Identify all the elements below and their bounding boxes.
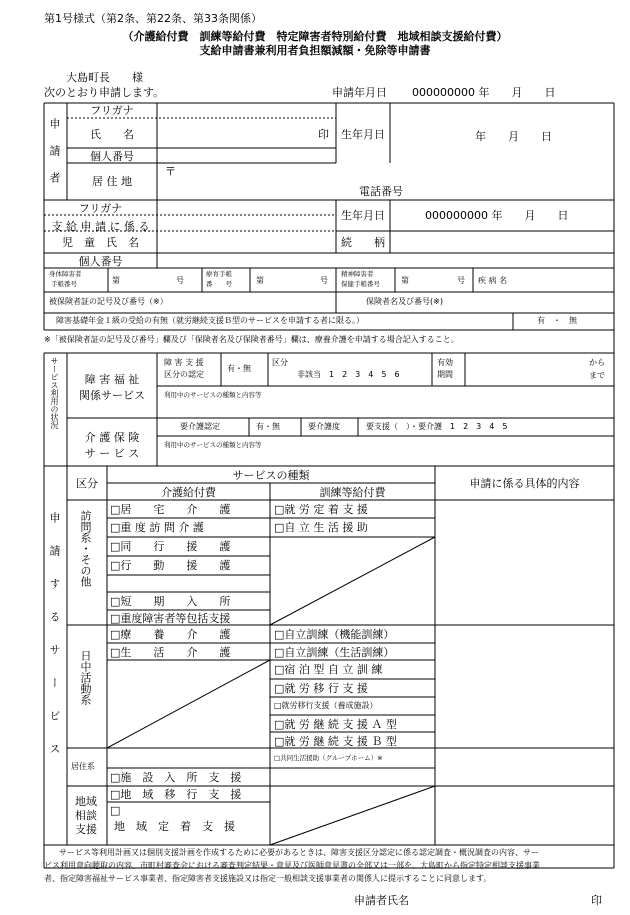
insurance-note: ※「被保険者証の記号及び番号」欄及び「保険者名及び保険者番号」欄は、療養介護を申請する場合記入すること。 bbox=[44, 335, 459, 344]
service-facility-admission[interactable]: □施 設 入 所 支 援 bbox=[110, 771, 242, 784]
service-independent-living[interactable]: □自 立 生 活 援 助 bbox=[274, 521, 368, 534]
signer-label: 申請者氏名 bbox=[354, 894, 409, 907]
service-severe-visit-care[interactable]: □重 度 訪 問 介 護 bbox=[110, 521, 204, 534]
services-side-label: 申請するサービス bbox=[48, 512, 61, 776]
signer-seal-mark: 印 bbox=[591, 894, 602, 907]
support-level-yes-no[interactable]: 有・無 bbox=[227, 364, 251, 373]
service-employment-transition[interactable]: □就 労 移 行 支 援 bbox=[274, 682, 368, 695]
rehab-handbook-label-2: 番 号 bbox=[206, 280, 232, 288]
physical-handbook-value[interactable]: 第 号 bbox=[112, 276, 184, 285]
applicant-birthdate-value[interactable]: 年 月 日 bbox=[475, 130, 552, 143]
child-name-label-2: 児 童 氏 名 bbox=[62, 236, 139, 249]
service-comprehensive-support[interactable]: □重度障害者等包括支援 bbox=[110, 612, 231, 625]
child-personal-number-label: 個人番号 bbox=[78, 255, 123, 268]
apply-date-value[interactable]: 000000000 年 月 日 bbox=[412, 86, 556, 99]
applicant-phone-label: 電話番号 bbox=[359, 185, 403, 198]
rehab-handbook-label-1: 療育手帳 bbox=[206, 270, 232, 278]
care-benefit-header: 介護給付費 bbox=[161, 486, 216, 499]
support-level-label-1: 障 害 支 援 bbox=[164, 358, 204, 367]
service-life-training[interactable]: □自立訓練（生活訓練） bbox=[274, 646, 395, 659]
addressee: 大島町長 様 bbox=[66, 71, 143, 84]
postal-mark: 〒 bbox=[165, 165, 176, 178]
group-day-label: 日中活動系 bbox=[79, 650, 92, 705]
care-level-label: 要介護度 bbox=[308, 422, 340, 431]
physical-handbook-label-2: 手帳番号 bbox=[51, 280, 77, 288]
group-residence-label: 居住系 bbox=[71, 762, 95, 771]
service-group-home[interactable]: □共同生活援助（グループホーム）※ bbox=[274, 754, 383, 762]
welfare-label-2: 関係サービス bbox=[79, 389, 145, 402]
applicant-furigana-label: フリガナ bbox=[90, 104, 134, 117]
care-insurance-label-2: サ ー ビ ス bbox=[84, 447, 140, 460]
child-name-label-1: 支 給 申 請 に 係 る bbox=[51, 220, 150, 233]
category-label: 区分 bbox=[272, 358, 288, 367]
service-regional-transition[interactable]: □地 域 移 行 支 援 bbox=[110, 788, 242, 801]
care-level-value[interactable]: 要支援（ ）・要介護 1 2 3 4 5 bbox=[366, 422, 508, 431]
pension-value[interactable]: 有 ・ 無 bbox=[537, 316, 577, 325]
disease-label: 疾 病 名 bbox=[478, 276, 508, 285]
insured-number-label: 被保険者証の記号及び番号（※） bbox=[49, 297, 168, 306]
child-furigana-label: フリガナ bbox=[78, 202, 123, 215]
service-regional-settlement-checkbox[interactable]: □ bbox=[110, 804, 121, 817]
welfare-label-1: 障 害 福 祉 bbox=[84, 373, 140, 386]
service-short-stay[interactable]: □短 期 入 所 bbox=[110, 595, 231, 608]
service-home-care[interactable]: □居 宅 介 護 bbox=[110, 503, 231, 516]
intro-text: 次のとおり申請します。 bbox=[44, 86, 165, 99]
usage-side-label: サービス利用の状況 bbox=[50, 357, 59, 429]
applicant-birthdate-label: 生年月日 bbox=[341, 128, 385, 141]
service-life-care[interactable]: □生 活 介 護 bbox=[110, 646, 231, 659]
child-birthdate-value[interactable]: 000000000 年 月 日 bbox=[425, 209, 569, 222]
service-behavior-support[interactable]: □行 動 援 護 bbox=[110, 559, 231, 572]
service-employment-transition-training[interactable]: □就労移行支援（養成施設） bbox=[274, 701, 378, 710]
applicant-side-label: 申請者 bbox=[48, 118, 61, 199]
valid-to: まで bbox=[589, 371, 605, 380]
consent-line-3: 者、指定障害福祉サービス事業者、指定障害者支援施設又は指定一般相談支援事業者の関係人に提示することに同意します。 bbox=[44, 874, 492, 883]
division-header: 区分 bbox=[76, 477, 98, 490]
service-kind-header: サービスの種類 bbox=[232, 469, 310, 482]
applicant-name-label: 氏 名 bbox=[90, 128, 134, 141]
physical-handbook-label-1: 身体障害者 bbox=[49, 270, 82, 278]
form-number: 第1号様式（第2条、第22条、第33条関係） bbox=[44, 12, 262, 25]
consent-line-1: サービス等利用計画又は個別支援計画を作成するために必要があるときは、障害支援区分認定に係る認定調査・概況調査の内容、サー bbox=[59, 848, 539, 857]
valid-from: から bbox=[589, 358, 605, 367]
rehab-handbook-value[interactable]: 第 号 bbox=[256, 276, 328, 285]
insurer-label: 保険者名及び番号(※) bbox=[366, 297, 443, 306]
group-regional-label-1: 地域 bbox=[75, 795, 97, 808]
service-continued-employment-b[interactable]: □就 労 継 続 支 援 Ｂ 型 bbox=[274, 735, 397, 748]
care-cert-yes-no[interactable]: 有・無 bbox=[256, 422, 280, 431]
child-birthdate-label: 生年月日 bbox=[341, 209, 385, 222]
consent-line-2: ビス利用意向聴取の内容、市町村審査会における審査判定結果・意見及び医師意見書の全部又は一部を、大島町から指定特定相談支援事業 bbox=[44, 861, 540, 870]
apply-date-label: 申請年月日 bbox=[332, 86, 387, 99]
group-regional-label-3: 支援 bbox=[75, 823, 97, 836]
training-benefit-header: 訓練等給付費 bbox=[319, 486, 386, 499]
welfare-content-label: 利用中のサービスの種類と内容等 bbox=[164, 391, 262, 399]
mental-handbook-label-2: 保健手帳番号 bbox=[341, 280, 380, 288]
service-accompany-support[interactable]: □同 行 援 護 bbox=[110, 540, 231, 553]
service-regional-settlement: 地 域 定 着 支 援 bbox=[114, 820, 235, 833]
support-level-label-2: 区分の認定 bbox=[164, 370, 204, 379]
service-continued-employment-a[interactable]: □就 労 継 続 支 援 Ａ 型 bbox=[274, 718, 397, 731]
form-title-line-1: （介護給付費 訓練等給付費 特定障害者特別給付費 地域相談支援給付費） bbox=[122, 30, 508, 43]
mental-handbook-label-1: 精神障害者 bbox=[341, 270, 374, 278]
valid-period-label-2: 期間 bbox=[437, 370, 453, 379]
applicant-personal-number-label: 個人番号 bbox=[90, 150, 134, 163]
service-function-training[interactable]: □自立訓練（機能訓練） bbox=[274, 628, 395, 641]
group-visit-label: 訪問系・その他 bbox=[79, 510, 92, 587]
pension-label: 障害基礎年金１級の受給の有無（就労継続支援Ｂ型のサービスを申請する者に限る。） bbox=[56, 316, 364, 325]
applicant-seal-mark: 印 bbox=[318, 128, 329, 141]
care-content-label: 利用中のサービスの種類と内容等 bbox=[164, 441, 262, 449]
service-employment-retention[interactable]: □就 労 定 着 支 援 bbox=[274, 503, 368, 516]
child-relationship-label: 続 柄 bbox=[341, 236, 385, 249]
mental-handbook-value[interactable]: 第 号 bbox=[401, 276, 465, 285]
care-insurance-label-1: 介 護 保 険 bbox=[84, 431, 140, 444]
valid-period-label-1: 有効 bbox=[437, 358, 453, 367]
group-regional-label-2: 相談 bbox=[75, 809, 97, 822]
detail-header: 申請に係る具体的内容 bbox=[469, 477, 580, 490]
applicant-address-label: 居 住 地 bbox=[92, 175, 132, 188]
service-residential-training[interactable]: □宿 泊 型 自 立 訓 練 bbox=[274, 663, 383, 676]
service-medical-care[interactable]: □療 養 介 護 bbox=[110, 628, 231, 641]
form-title-line-2: 支給申請書兼利用者負担額減額・免除等申請書 bbox=[199, 44, 431, 57]
care-cert-label: 要介護認定 bbox=[180, 422, 220, 431]
category-value[interactable]: 非該当 1 2 3 4 5 6 bbox=[297, 370, 400, 379]
